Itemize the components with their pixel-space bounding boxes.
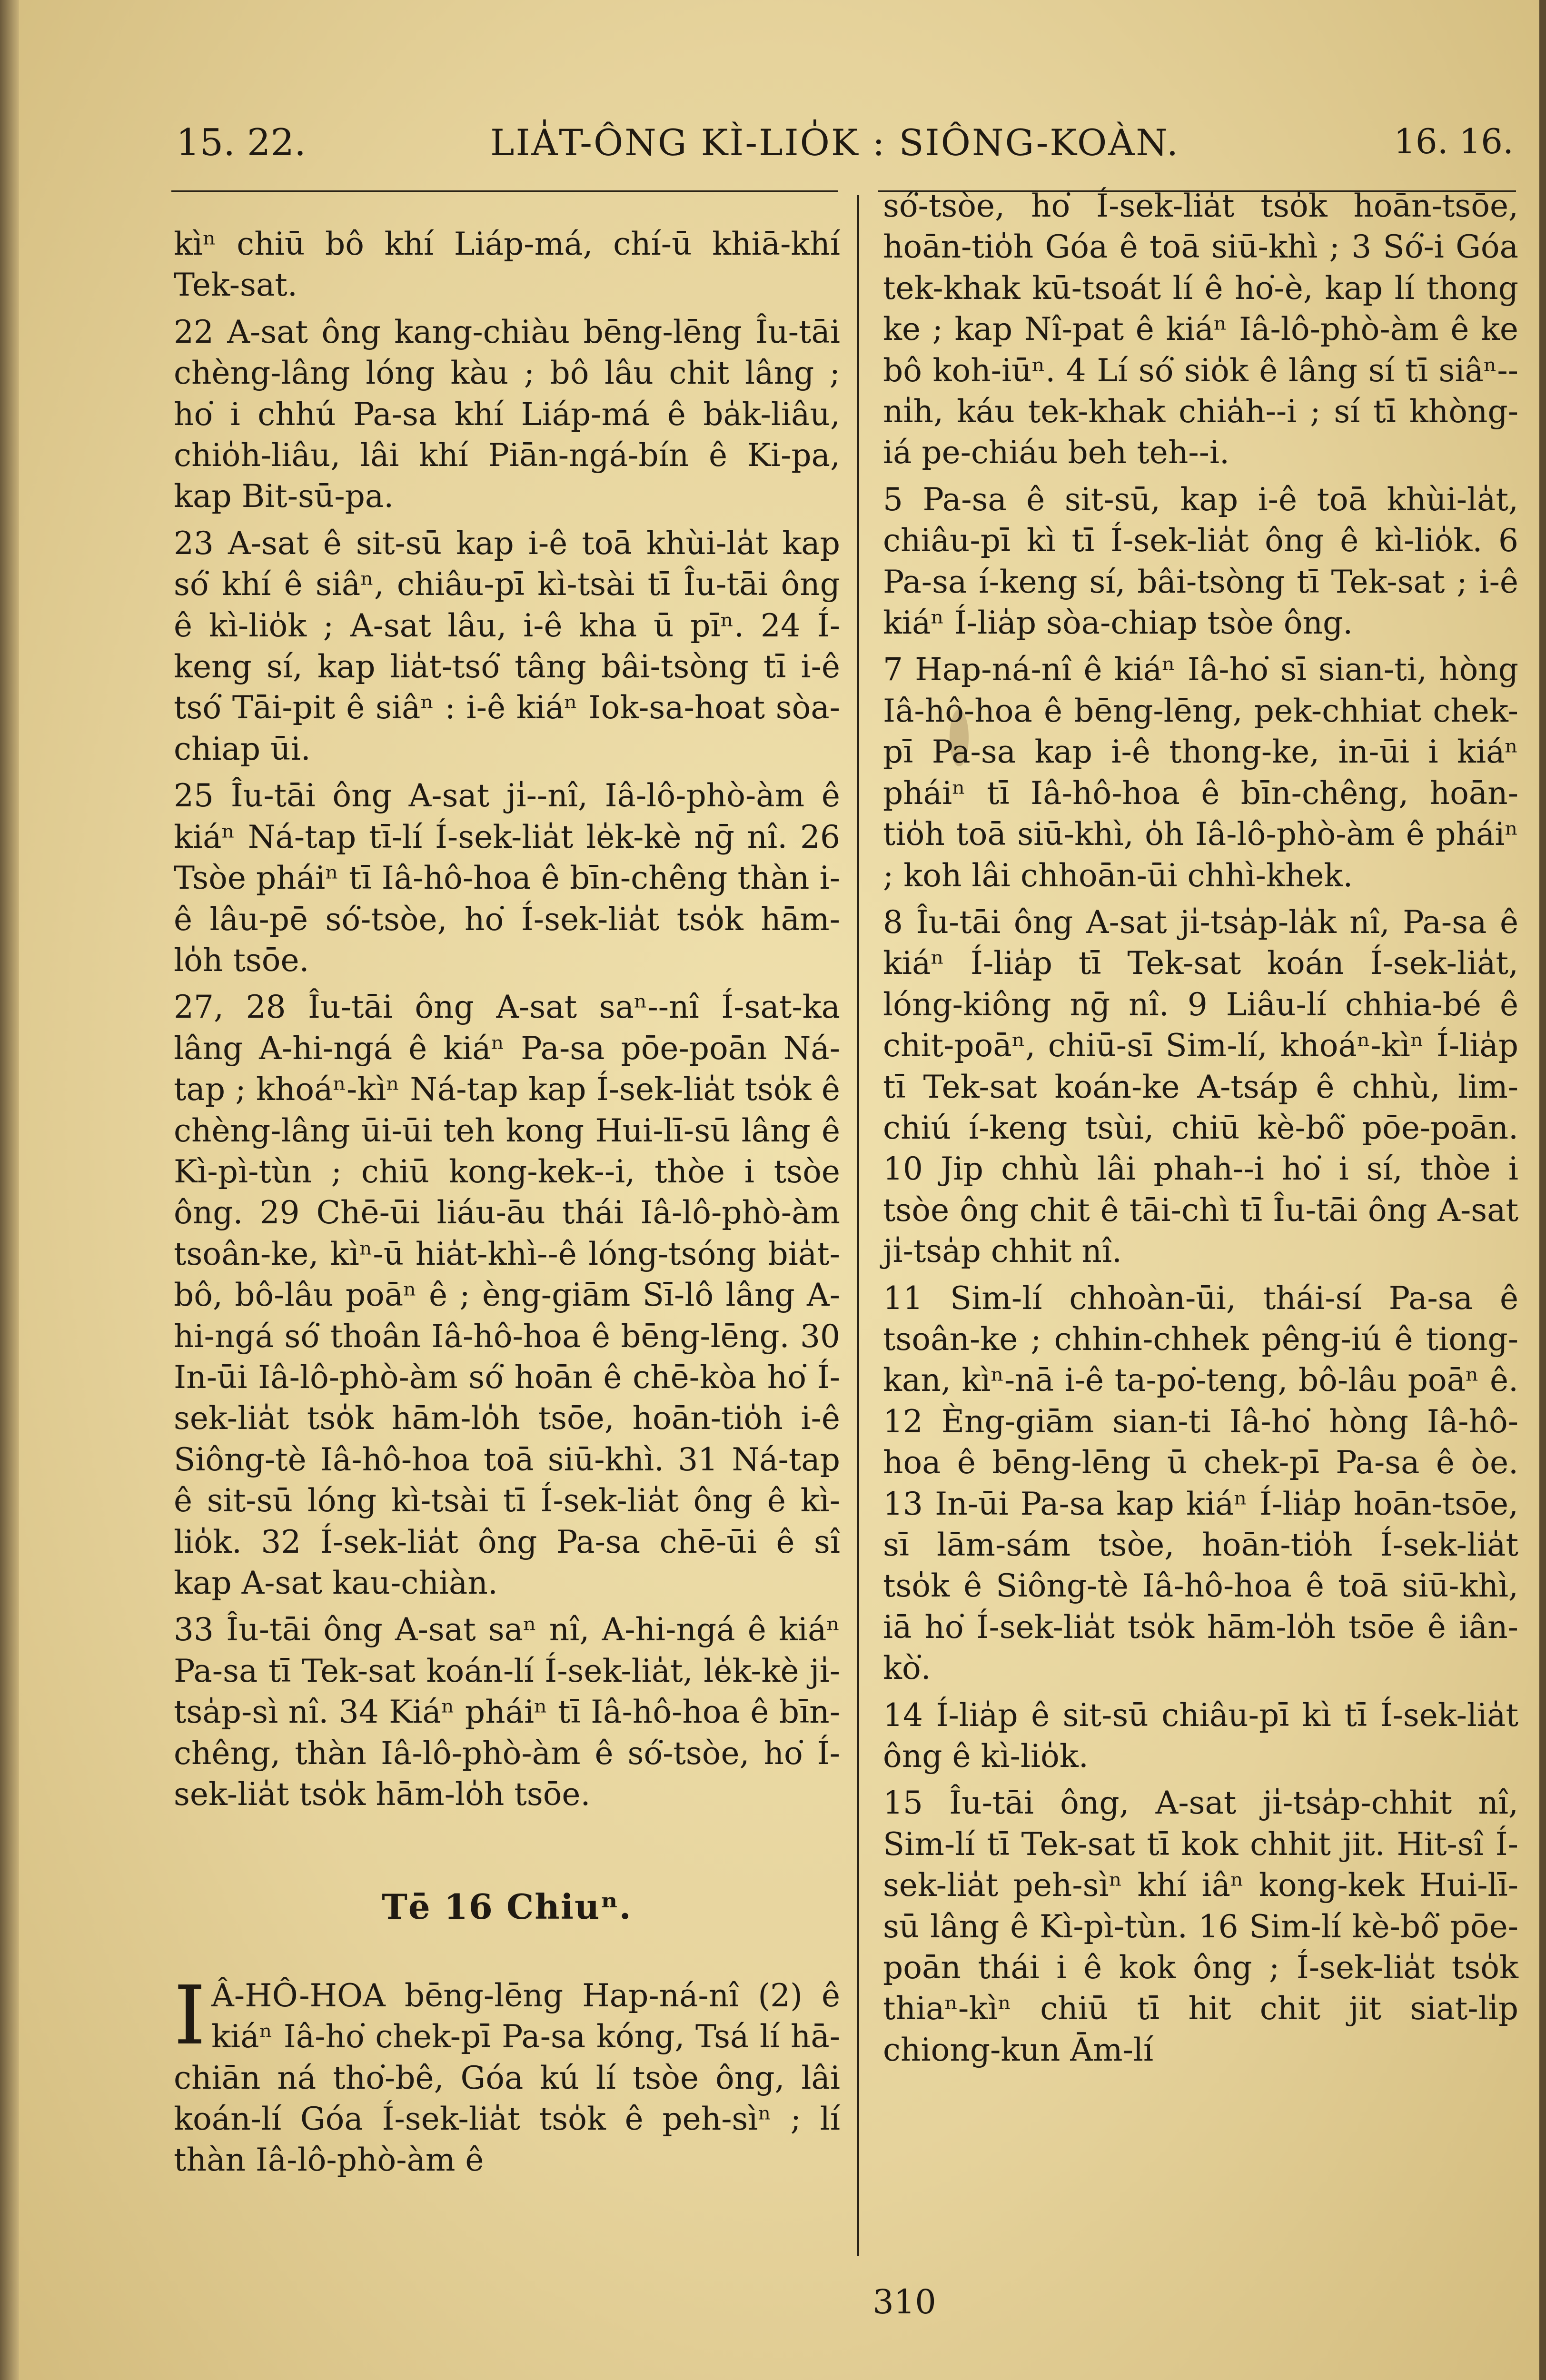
chapter-opening-paragraph [174,1968,840,2181]
page-number: 310 [872,2282,936,2321]
page-right-edge [1539,0,1546,2380]
header-book-title: LIA̍T-ÔNG KÌ-LIO̍K : SIÔNG-KOÀN. [490,121,1180,164]
header-chapter-verse-end: 16. 16. [1394,121,1514,161]
text-paragraph: 15 Îu-tāi ông, A-sat ji̍-tsa̍p-chhit nî, Sim-lí tī Tek-sat tī kok chhit jit. Hit-sî Í-sek-lia̍t peh-sìⁿ khí iâⁿ kong-kek Hui-lī-sū lâng ê Kì-pì-tùn. 16 Sim-lí kè-bô͘ pōe-poān thái i ê kok ông ; Í-sek-lia̍t tso̍k thiaⁿ-kìⁿ chiū tī hit chit jit siat-li̍p chiong-kun Ām-lí [883,1785,1518,2068]
text-paragraph: 22 A-sat ông kang-chiàu bēng-lēng Îu-tāi chèng-lâng lóng kàu ; bô lâu chit lâng ; ho͘ i chhú Pa-sa khí Liáp-má ê ba̍k-liâu, chio̍h-liâu, lâi khí Piān-ngá-bín ê Ki-pa, kap Bit-sū-pa. [174,313,840,515]
text-paragraph: 25 Îu-tāi ông A-sat ji̍--nî, Iâ-lô-phò-àm ê kiáⁿ Ná-tap tī-lí Í-sek-lia̍t le̍k-kè nḡ nî. 26 Tsòe pháiⁿ tī Iâ-hô-hoa ê bīn-chêng thàn i-ê lâu-pē só͘-tsòe, ho͘ Í-sek-lia̍t tso̍k hām-lo̍h tsōe. [174,777,840,979]
text-paragraph: 5 Pa-sa ê sit-sū, kap i-ê toā khùi-la̍t, chiâu-pī kì tī Í-sek-lia̍t ông ê kì-lio̍k. 6 Pa-sa í-keng sí, bâi-tsòng tī Tek-sat ; i-ê kiáⁿ Í-lia̍p sòa-chiap tsòe ông. [883,481,1518,642]
header-chapter-verse-start: 15. 22. [176,121,306,164]
page-left-edge [0,0,19,2380]
chapter-title: Tē 16 Chiuⁿ. [382,1886,632,1927]
text-paragraph: 33 Îu-tāi ông A-sat saⁿ nî, A-hi-ngá ê kiáⁿ Pa-sa tī Tek-sat koán-lí Í-sek-lia̍t, le̍k-kè ji̍-tsa̍p-sì nî. 34 Kiáⁿ pháiⁿ tī Iâ-hô-hoa ê bīn-chêng, thàn Iâ-lô-phò-àm ê só͘-tsòe, ho͘ Í-sek-lia̍t tso̍k hām-lo̍h tsōe. [174,1611,840,1813]
right-column [883,186,1518,2076]
drop-cap: I [174,1968,206,2063]
text-paragraph: 8 Îu-tāi ông A-sat ji̍-tsa̍p-la̍k nî, Pa-sa ê kiáⁿ Í-lia̍p tī Tek-sat koán Í-sek-lia̍t, lóng-kiông nḡ nî. 9 Liâu-lí chhia-bé ê chit-poāⁿ, chiū-sī Sim-lí, khoáⁿ-kìⁿ Í-lia̍p tī Tek-sat koán-ke A-tsáp ê chhù, lim-chiú í-keng tsùi, chiū kè-bô͘ pōe-poān. 10 Jip chhù lâi phah--i ho͘ i sí, thòe i tsòe ông chit ê tāi-chì tī Îu-tāi ông A-sat ji̍-tsa̍p chhit nî. [883,903,1518,1270]
text-paragraph: 14 Í-lia̍p ê sit-sū chiâu-pī kì tī Í-sek-lia̍t ông ê kì-lio̍k. [883,1696,1518,1775]
text-paragraph: kìⁿ chiū bô khí Liáp-má, chí-ū khiā-khí Tek-sat. [174,226,840,304]
text-paragraph: 11 Sim-lí chhoàn-ūi, thái-sí Pa-sa ê tsoân-ke ; chhin-chhek pêng-iú ê tiong-kan, kìⁿ-nā i-ê ta-po͘-teng, bô-lâu poāⁿ ê. 12 Èng-giām sian-ti Iâ-ho͘ hòng Iâ-hô-hoa ê bēng-lēng ū chek-pī Pa-sa ê òe. 13 In-ūi Pa-sa kap kiáⁿ Í-lia̍p hoān-tsōe, sī lām-sám tsòe, hoān-tio̍h Í-sek-lia̍t tso̍k ê Siông-tè Iâ-hô-hoa ê toā siū-khì, iā ho͘ Í-sek-lia̍t tso̍k hām-lo̍h tsōe ê iân-kò͘. [883,1279,1518,1687]
text-paragraph: 27, 28 Îu-tāi ông A-sat saⁿ--nî Í-sat-ka lâng A-hi-ngá ê kiáⁿ Pa-sa pōe-poān Ná-tap ; khoáⁿ-kìⁿ Ná-tap kap Í-sek-lia̍t tso̍k ê chèng-lâng ūi-ūi teh kong Hui-lī-sū lâng ê Kì-pì-tùn ; chiū kong-kek--i, thòe i tsòe ông. 29 Chē-ūi liáu-āu thái Iâ-lô-phò-àm tsoân-ke, kìⁿ-ū hia̍t-khì--ê lóng-tsóng bia̍t-bô, bô-lâu poāⁿ ê ; èng-giām Sī-lô lâng A-hi-ngá só͘ thoân Iâ-hô-hoa ê bēng-lēng. 30 In-ūi Iâ-lô-phò-àm só͘ hoān ê chē-kòa ho͘ Í-sek-lia̍t tso̍k hām-lo̍h tsōe, hoān-tio̍h i-ê Siông-tè Iâ-hô-hoa toā siū-khì. 31 Ná-tap ê sit-sū lóng kì-tsài tī Í-sek-lia̍t ông ê kì-lio̍k. 32 Í-sek-lia̍t ông Pa-sa chē-ūi ê sî kap A-sat kau-chiàn. [174,989,840,1601]
running-header [176,112,1514,174]
text-paragraph: 23 A-sat ê sit-sū kap i-ê toā khùi-la̍t kap só͘ khí ê siâⁿ, chiâu-pī kì-tsài tī Îu-tāi ông ê kì-lio̍k ; A-sat lâu, i-ê kha ū pīⁿ. 24 Í-keng sí, kap lia̍t-tsó͘ tâng bâi-tsòng tī i-ê tsó͘ Tāi-pit ê siâⁿ : i-ê kiáⁿ Iok-sa-hoat sòa-chiap ūi. [174,525,840,767]
column-divider [857,195,859,2256]
header-rule-left [171,190,838,192]
left-column [174,224,840,2187]
chapter-opening-text: Â-HÔ-HOA bēng-lēng Hap-ná-nî (2) ê kiáⁿ Iâ-ho͘ chek-pī Pa-sa kóng, Tsá lí hā-chiān ná tho͘-bê, Góa kú lí tsòe ông, lâi koán-lí Góa Í-sek-lia̍t tso̍k ê peh-sìⁿ ; lí thàn Iâ-lô-phò-àm ê [174,1977,840,2179]
text-paragraph: 7 Hap-ná-nî ê kiáⁿ Iâ-ho͘ sī sian-ti, hòng Iâ-hô-hoa ê bēng-lēng, pek-chhiat chek-pī Pa-sa kap i-ê thong-ke, in-ūi i kiáⁿ pháiⁿ tī Iâ-hô-hoa ê bīn-chêng, hoān-tio̍h toā siū-khì, o̍h Iâ-lô-phò-àm ê pháiⁿ ; koh lâi chhoān-ūi chhì-khek. [883,651,1518,894]
text-paragraph: só͘-tsòe, ho͘ Í-sek-lia̍t tso̍k hoān-tsōe, hoān-tio̍h Góa ê toā siū-khì ; 3 Só͘-i Góa tek-khak kū-tsoát lí ê ho͘-è, kap lí thong ke ; kap Nî-pat ê kiáⁿ Iâ-lô-phò-àm ê ke bô koh-iūⁿ. 4 Lí só͘ sio̍k ê lâng sí tī siâⁿ--ni̍h, káu tek-khak chia̍h--i ; sí tī khòng-iá pe-chiáu beh teh--i. [883,188,1518,471]
